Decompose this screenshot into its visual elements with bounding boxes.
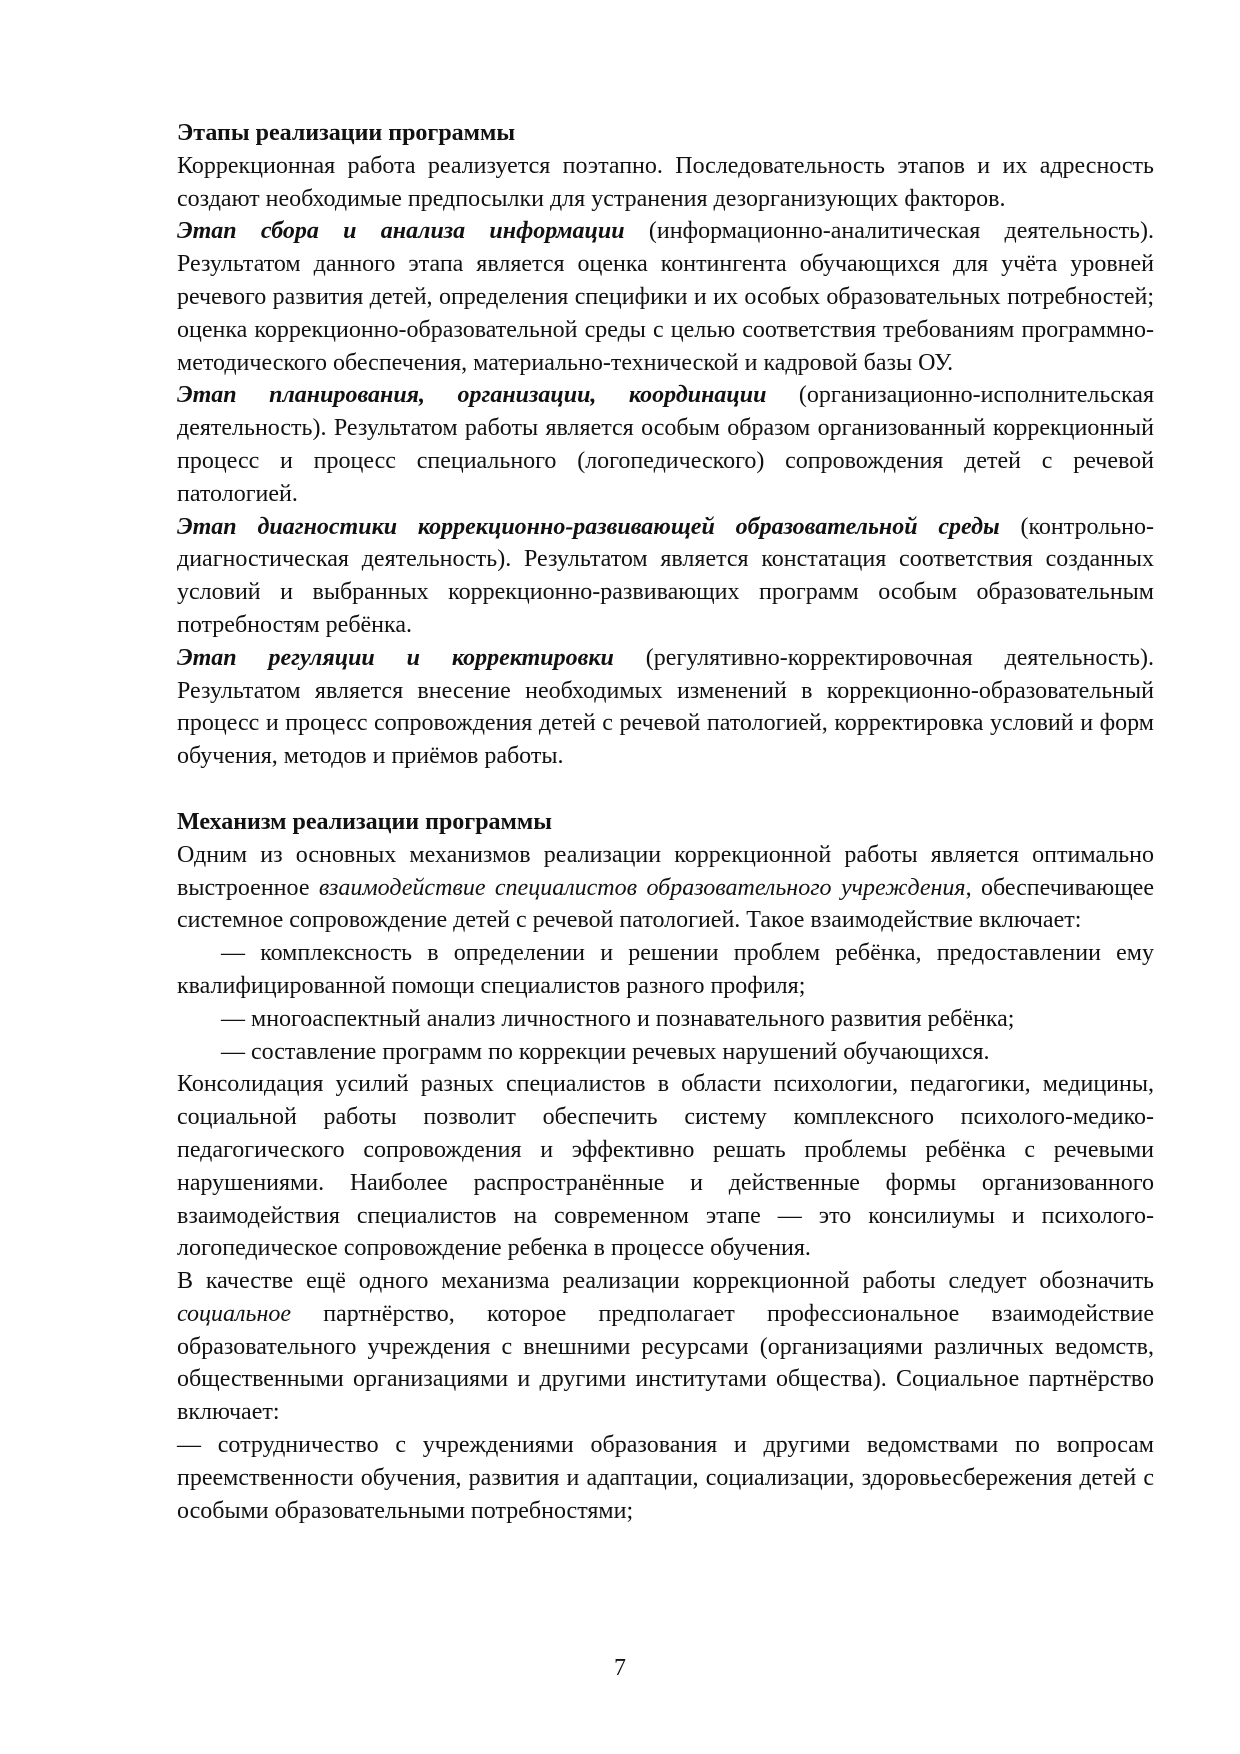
stage-title: Этап регуляции и корректировки	[177, 644, 614, 671]
page-number: 7	[614, 1655, 626, 1681]
stage-text: (информационно-аналитическая деятельность). Результатом данного этапа является оценка контингента обучающихся для учёта уровней речевого развития детей, определения специфики и их особых образовательных потребностей; оценка коррекционно-образовательной среды с целью соответствия требованиям программно-методического обеспечения, материально-технической и кадровой базы ОУ.	[177, 218, 1154, 376]
italic-emphasis: социальное	[177, 1300, 291, 1327]
stage-paragraph-1	[177, 215, 1154, 379]
stage-paragraph-3	[177, 511, 1154, 642]
mechanism-paragraph-2: Консолидация усилий разных специалистов в области психологии, педагогики, медицины, социальной работы позволит обеспечить систему комплексного психолого-медико-педагогического сопровождения и эффективно решать проблемы ребёнка с речевыми нарушениями. Наиболее распространённые и действенные формы организованного взаимодействия специалистов на современном этапе — это консилиумы и психолого-логопедическое сопровождение ребенка в процессе обучения.	[177, 1071, 1154, 1262]
list-item-2: — многоаспектный анализ личностного и познавательного развития ребёнка;	[221, 1005, 1015, 1032]
section-heading-mechanism: Механизм реализации программы	[177, 808, 552, 835]
mechanism-paragraph-1: Одним из основных механизмов реализации коррекционной работы является оптимально выстроенное взаимодействие специалистов образовательного учреждения, обеспечивающее системное сопровождение детей с речевой патологией. Такое взаимодействие включает:	[177, 841, 1154, 934]
stage-paragraph-2	[177, 379, 1154, 510]
mechanism-paragraph-4: — сотрудничество с учреждениями образования и другими ведомствами по вопросам преемственности обучения, развития и адаптации, социализации, здоровьесбережения детей с особыми образовательными потребностями;	[177, 1432, 1154, 1524]
stage-paragraph-4	[177, 642, 1154, 773]
section-heading-stages: Этапы реализации программы	[177, 120, 516, 146]
stages-intro-paragraph: Коррекционная работа реализуется поэтапно. Последовательность этапов и их адресность создают необходимые предпосылки для устранения дезорганизующих факторов.	[177, 152, 1154, 212]
stage-text: (контрольно-диагностическая деятельность). Результатом является констатация соответствия созданных условий и выбранных коррекционно-развивающих программ особым образовательным потребностям ребёнка.	[177, 513, 1154, 638]
stage-text: (регулятивно-корректировочная деятельность). Результатом является внесение необходимых изменений в коррекционно-образовательный процесс и процесс сопровождения детей с речевой патологией, корректировка условий и форм обучения, методов и приёмов работы.	[177, 644, 1154, 770]
mechanism-paragraph-3: В качестве ещё одного механизма реализации коррекционной работы следует обозначить социальное партнёрство, которое предполагает профессиональное взаимодействие образовательного учреждения с внешними ресурсами (организациями различных ведомств, общественными организациями и другими институтами общества). Социальное партнёрство включает:	[177, 1268, 1154, 1426]
stage-title: Этап диагностики коррекционно-развивающей образовательной среды	[177, 513, 1000, 540]
stage-title: Этап сбора и анализа информации	[177, 218, 625, 245]
list-item-1: — комплексность в определении и решении проблем ребёнка, предоставлении ему квалифицированной помощи специалистов разного профиля;	[177, 940, 1154, 999]
stage-title: Этап планирования, организации, координации	[177, 382, 767, 409]
page-content	[177, 117, 1154, 1527]
italic-emphasis: взаимодействие специалистов образовательного учреждения	[318, 874, 966, 901]
list-item-3: — составление программ по коррекции речевых нарушений обучающихся.	[221, 1038, 990, 1065]
stage-text: (организационно-исполнительская деятельность). Результатом работы является особым образом организованный коррекционный процесс и процесс специального (логопедического) сопровождения детей с речевой патологией.	[177, 382, 1154, 507]
section-spacer	[177, 773, 1154, 806]
